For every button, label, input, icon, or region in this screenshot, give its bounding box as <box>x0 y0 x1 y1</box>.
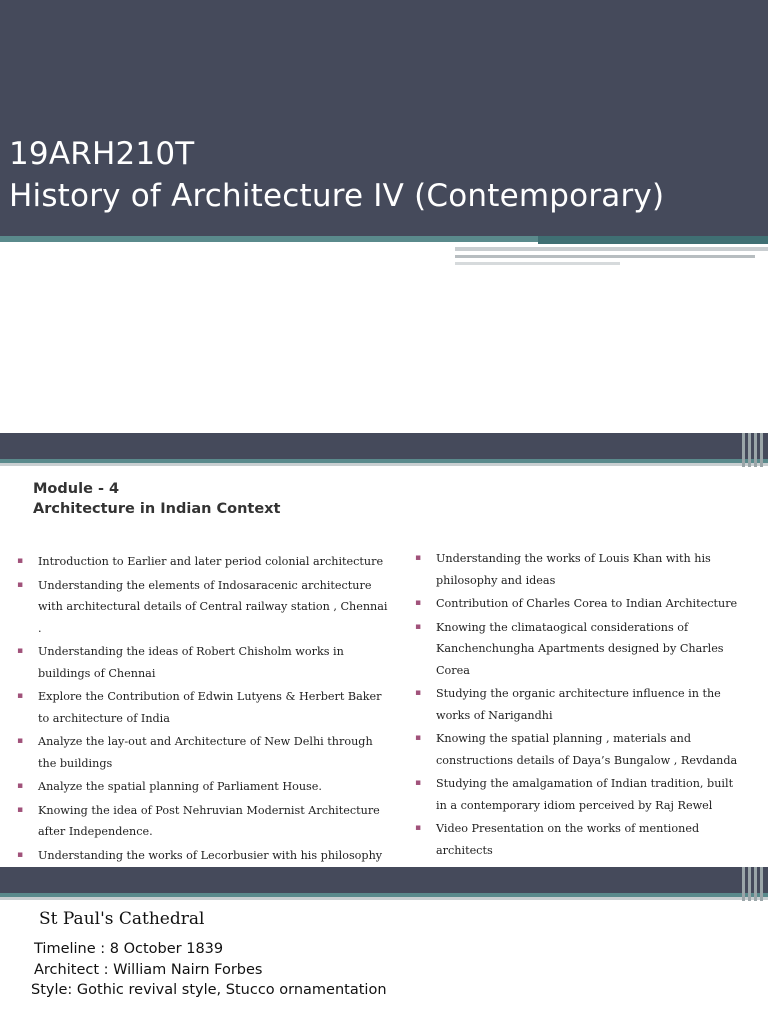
module-slide <box>0 433 768 867</box>
list-item: ▪ Studying the organic architecture influence in the works of Narigandhi <box>436 683 746 726</box>
list-item: ▪ Analyze the lay-out and Architecture of New Delhi through the buildings <box>38 731 388 774</box>
list-item: ▪ Explore the Contribution of Edwin Lutyens & Herbert Baker to architecture of India <box>38 686 388 729</box>
architect-text: Architect : William Nairn Forbes <box>34 962 263 978</box>
bullet-icon: ▪ <box>415 621 422 632</box>
left-objectives-list <box>17 551 388 890</box>
bullet-icon: ▪ <box>415 733 422 743</box>
module-label: Module - 4 <box>33 481 120 497</box>
course-code: 19ARH210T <box>9 136 195 172</box>
bullet-icon: ▪ <box>415 778 422 788</box>
module-shadow-line <box>0 463 768 466</box>
module-header-band <box>0 433 768 459</box>
cathedral-title: St Paul's Cathedral <box>39 909 205 929</box>
bullet-icon: ▪ <box>415 823 422 833</box>
header-shadow-line <box>455 247 768 251</box>
cathedral-header-band <box>0 867 768 893</box>
module-title: Architecture in Indian Context <box>33 501 281 517</box>
slide-title <box>9 133 664 217</box>
list-item: ▪ Understanding the ideas of Robert Chisholm works in buildings of Chennai <box>38 641 388 684</box>
style-text: Style: Gothic revival style, Stucco ornamentation <box>31 982 387 998</box>
header-shadow-line-2 <box>455 255 755 258</box>
corner-stripes <box>738 433 768 467</box>
list-item: ▪ Knowing the climataogical considerations of Kanchenchungha Apartments designed by Charles Corea <box>436 617 746 682</box>
course-title: History of Architecture IV (Contemporary) <box>9 178 665 214</box>
list-item: ▪ Understanding the works of Louis Khan with his philosophy and ideas <box>436 548 746 591</box>
list-item: ▪ Analyze the spatial planning of Parliament House. <box>38 776 388 798</box>
bullet-icon: ▪ <box>17 804 24 815</box>
bullet-icon: ▪ <box>17 556 24 566</box>
bullet-icon: ▪ <box>17 736 24 746</box>
header-shadow-line-3 <box>455 262 620 265</box>
bullet-icon: ▪ <box>17 781 24 791</box>
list-item: ▪ Studying the amalgamation of Indian tradition, built in a contemporary idiom perceived by Raj Rewel <box>436 773 746 816</box>
list-item: ▪ Video Presentation on the works of mentioned architects <box>436 818 746 861</box>
bullet-icon: ▪ <box>415 688 422 698</box>
bullet-icon: ▪ <box>415 553 422 563</box>
bullet-icon: ▪ <box>17 849 24 860</box>
title-slide <box>0 0 768 432</box>
cathedral-slide <box>0 867 768 1024</box>
list-item: ▪ Contribution of Charles Corea to Indian Architecture <box>436 593 746 615</box>
bullet-icon: ▪ <box>17 646 24 656</box>
bullet-icon: ▪ <box>17 579 24 590</box>
list-item: ▪ Knowing the idea of Post Nehruvian Modernist Architecture after Independence. <box>38 800 388 843</box>
header-accent-band-dark <box>538 236 768 244</box>
module-heading <box>33 479 280 519</box>
right-objectives-list <box>415 548 746 863</box>
list-item: ▪ Understanding the works of Lecorbusier with his philosophy <box>38 845 388 888</box>
cathedral-shadow-line <box>0 897 768 900</box>
list-item: ▪ Introduction to Earlier and later period colonial architecture <box>38 551 388 573</box>
timeline-text: Timeline : 8 October 1839 <box>34 941 224 957</box>
list-item: ▪ Knowing the spatial planning , materials and constructions details of Daya’s Bungalow , Revdanda <box>436 728 746 771</box>
bullet-icon: ▪ <box>17 691 24 701</box>
corner-stripes <box>738 867 768 901</box>
list-item: ▪ Understanding the elements of Indosaracenic architecture with architectural details of Central railway station , Chennai . <box>38 575 388 640</box>
bullet-icon: ▪ <box>415 598 422 608</box>
